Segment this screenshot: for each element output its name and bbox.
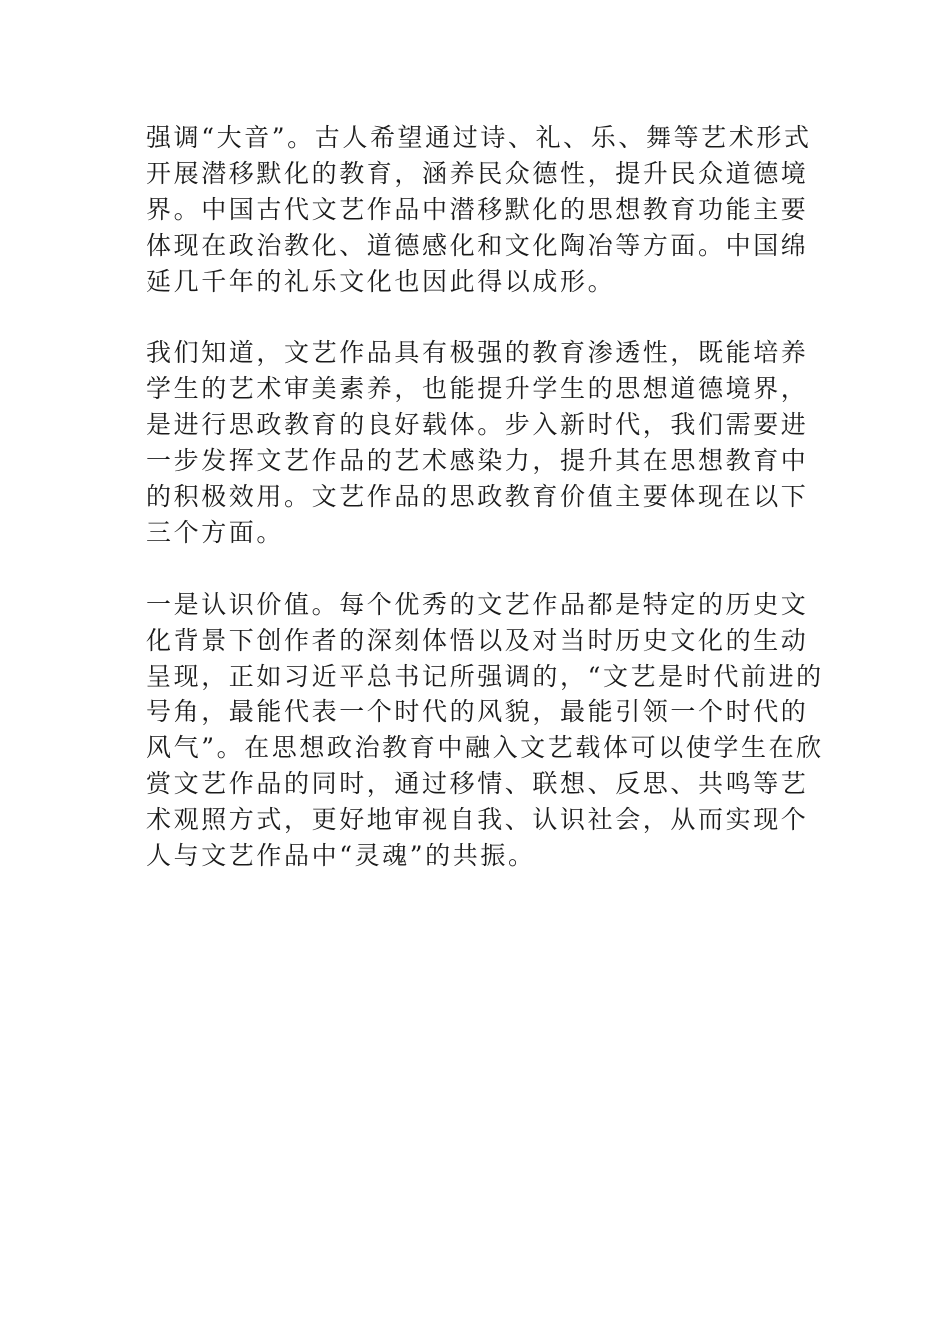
text-line: 强调“大音”。古人希望通过诗、礼、乐、舞等艺术形式 — [146, 123, 812, 152]
text-line: 界。中国古代文艺作品中潜移默化的思想教育功能主要 — [146, 194, 809, 224]
text-line: 一是认识价值。每个优秀的文艺作品都是特定的历史文 — [146, 589, 809, 619]
text-line: 体现在政治教化、道德感化和文化陶冶等方面。中国绵 — [146, 230, 809, 260]
text-line: 是进行思政教育的良好载体。步入新时代，我们需要进 — [146, 410, 809, 440]
text-line: 一步发挥文艺作品的艺术感染力，提升其在思想教育中 — [146, 446, 809, 476]
text-line: 赏文艺作品的同时，通过移情、联想、反思、共鸣等艺 — [146, 769, 809, 799]
document-page — [146, 120, 824, 910]
text-line: 三个方面。 — [146, 517, 285, 547]
text-line: 术观照方式，更好地审视自我、认识社会，从而实现个 — [146, 805, 809, 835]
text-line: 呈现，正如习近平总书记所强调的，“文艺是时代前进的 — [146, 661, 824, 691]
text-line: 的积极效用。文艺作品的思政教育价值主要体现在以下 — [146, 482, 809, 512]
text-line: 人与文艺作品中“灵魂”的共振。 — [146, 841, 536, 871]
text-line: 学生的艺术审美素养，也能提升学生的思想道德境界， — [146, 374, 809, 404]
text-line: 风气”。在思想政治教育中融入文艺载体可以使学生在欣 — [146, 733, 824, 763]
text-line: 延几千年的礼乐文化也因此得以成形。 — [146, 266, 616, 296]
text-line: 开展潜移默化的教育，涵养民众德性，提升民众道德境 — [146, 158, 809, 188]
text-line: 号角，最能代表一个时代的风貌，最能引领一个时代的 — [146, 697, 809, 727]
paragraph-1 — [146, 120, 812, 300]
text-line: 我们知道，文艺作品具有极强的教育渗透性，既能培养 — [146, 338, 809, 368]
text-line: 化背景下创作者的深刻体悟以及对当时历史文化的生动 — [146, 625, 809, 655]
paragraph-2 — [146, 335, 808, 550]
paragraph-3 — [146, 587, 824, 874]
